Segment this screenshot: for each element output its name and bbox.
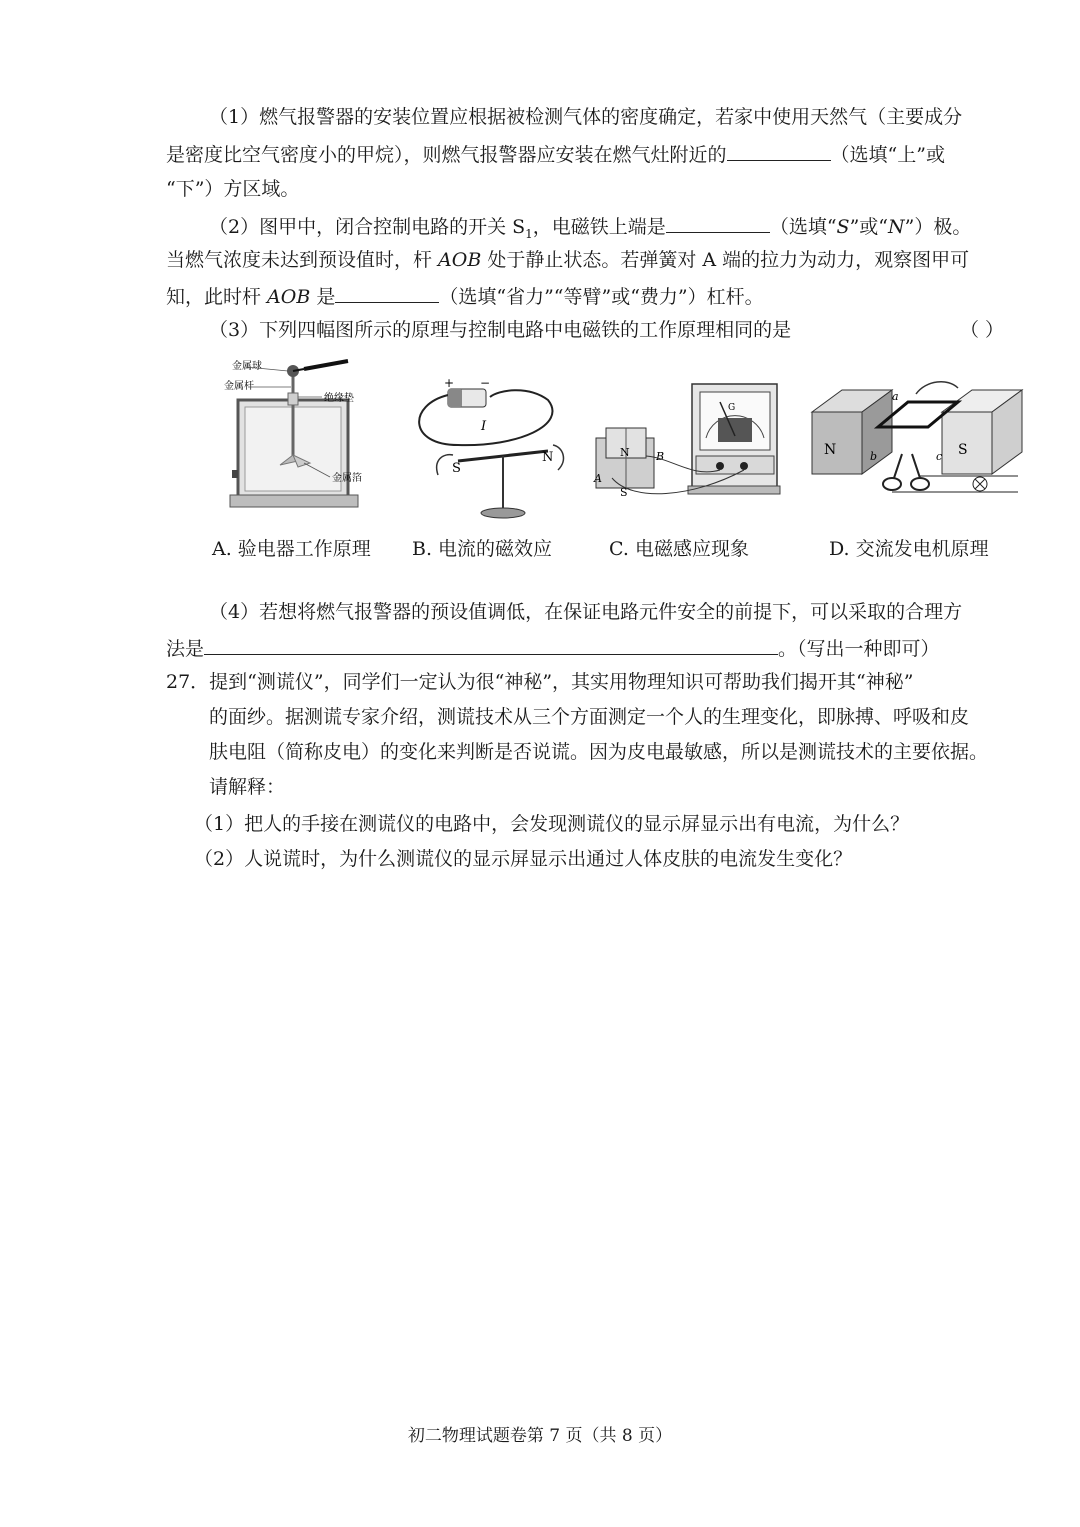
- label-magnet-n: N: [824, 442, 837, 458]
- q26-p1-line1: （1）燃气报警器的安装位置应根据被检测气体的密度确定，若家中使用天然气（主要成分: [209, 106, 963, 128]
- label-north: N: [542, 450, 554, 465]
- figure-electroscope: [218, 355, 378, 515]
- q26-p3-line1: （3）下列四幅图所示的原理与控制电路中电磁铁的工作原理相同的是: [209, 319, 792, 341]
- answer-blank-3[interactable]: [335, 282, 439, 303]
- label-s-pole: S: [620, 486, 628, 499]
- option-a[interactable]: A. 验电器工作原理: [212, 538, 371, 560]
- q27-line4: 请解释：: [209, 776, 286, 798]
- label-a-point: A: [594, 472, 602, 485]
- q27-sub2: （2）人说谎时，为什么测谎仪的显示屏显示出通过人体皮肤的电流发生变化？: [194, 848, 853, 870]
- figure-electromagnetic-induction: [592, 378, 797, 508]
- option-d[interactable]: D. 交流发电机原理: [829, 538, 989, 560]
- label-metal-ball: 金属球: [232, 361, 262, 372]
- figure-oersted: [408, 375, 578, 525]
- answer-choice-paren[interactable]: （ ）: [960, 319, 1005, 341]
- q26-p2-line2: 当燃气浓度未达到预设值时，杆 AOB 处于静止状态。若弹簧对 A 端的拉力为动力，观察图甲可: [166, 249, 970, 271]
- label-galvanometer: G: [728, 403, 736, 413]
- label-south: S: [452, 461, 461, 476]
- label-insulator: 绝缘垫: [324, 393, 354, 404]
- q27-line1: 27．提到“测谎仪”，同学们一定认为很“神秘”，其实用物理知识可帮助我们揭开其“神秘”: [166, 671, 914, 693]
- label-b-side: b: [870, 450, 878, 463]
- label-b-point: B: [656, 450, 665, 463]
- label-magnet-s: S: [958, 442, 968, 458]
- label-metal-rod: 金属杆: [224, 381, 254, 392]
- label-metal-foil: 金属箔: [332, 473, 362, 484]
- figure-ac-generator: [808, 372, 1028, 512]
- q26-p4-line2: 法是 。（写出一种即可）: [166, 634, 940, 662]
- option-b[interactable]: B. 电流的磁效应: [412, 538, 553, 560]
- q27-sub1: （1）把人的手接在测谎仪的电路中，会发现测谎仪的显示屏显示出有电流，为什么？: [194, 813, 910, 835]
- q26-p1-line3: “下”）方区域。: [166, 178, 300, 200]
- q26-p1-line2: 是密度比空气密度小的甲烷），则燃气报警器应安装在燃气灶附近的 （选填“上”或: [166, 140, 945, 168]
- label-current: I: [481, 419, 487, 434]
- label-c-side: c: [936, 450, 943, 463]
- label-a-side: a: [892, 390, 899, 403]
- q26-p4-line1: （4）若想将燃气报警器的预设值调低，在保证电路元件安全的前提下，可以采取的合理方: [209, 601, 963, 623]
- q26-p2-line3: 知，此时杆 AOB 是 （选填“省力”“等臂”或“费力”）杠杆。: [166, 282, 764, 310]
- label-plus: +: [444, 376, 455, 390]
- answer-blank-1[interactable]: [727, 140, 831, 161]
- page-footer: 初二物理试题卷第 7 页（共 8 页）: [407, 1426, 673, 1446]
- label-n-pole: N: [620, 446, 630, 459]
- q27-line2: 的面纱。据测谎专家介绍，测谎技术从三个方面测定一个人的生理变化，即脉搏、呼吸和皮: [209, 706, 970, 728]
- answer-blank-4[interactable]: [204, 634, 778, 655]
- q27-line3: 肤电阻（简称皮电）的变化来判断是否说谎。因为皮电最敏感，所以是测谎技术的主要依据。: [209, 741, 989, 763]
- answer-blank-2[interactable]: [666, 212, 770, 233]
- option-c[interactable]: C. 电磁感应现象: [609, 538, 749, 560]
- label-minus: −: [480, 376, 491, 390]
- q26-p2-line1: （2）图甲中，闭合控制电路的开关 $S_1$，电磁铁上端是 （选填“S”或“N”）极。: [209, 212, 971, 247]
